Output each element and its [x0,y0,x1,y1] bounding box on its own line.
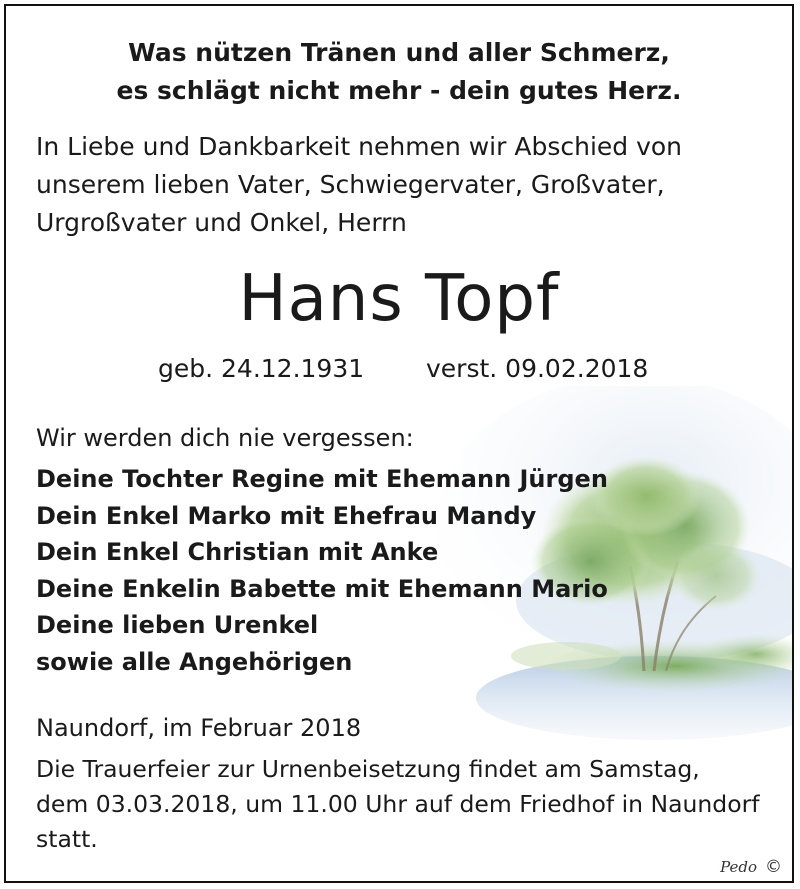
service-line-3: statt. [36,825,98,853]
obituary-card [4,4,794,883]
mourners-list [36,461,776,680]
mourner-line: Deine Enkelin Babette mit Ehemann Mario [36,574,608,603]
signature [720,857,782,877]
place-date: Naundorf, im Februar 2018 [36,714,362,742]
intro-line-1: In Liebe und Dankbarkeit nehmen wir Abschied von [36,132,683,161]
service-line-2: dem 03.03.2018, um 11.00 Uhr auf dem Friedhof in Naundorf [36,790,760,818]
signature-text: Pedo [720,858,757,876]
intro-line-2: unserem lieben Vater, Schwiegervater, Großvater, [36,170,665,199]
service-notice [36,752,776,857]
birth-date: geb. 24.12.1931 [158,354,365,383]
mourner-line: Dein Enkel Marko mit Ehefrau Mandy [36,501,537,530]
copyright-mark: © [765,857,782,877]
service-line-1: Die Trauerfeier zur Urnenbeisetzung findet am Samstag, [36,755,700,783]
deceased-name: Hans Topf [238,262,560,336]
verse-line-1: Was nützen Tränen und aller Schmerz, [128,38,670,67]
mourner-line: sowie alle Angehörigen [36,647,353,676]
mourner-line: Deine lieben Urenkel [36,611,319,639]
intro-line-3: Urgroßvater und Onkel, Herrn [36,208,407,237]
verse-line-2: es schlägt nicht mehr - dein gutes Herz. [116,76,682,105]
intro-text [36,128,776,242]
mourners-heading: Wir werden dich nie vergessen: [36,424,414,452]
death-date: verst. 09.02.2018 [426,354,649,383]
mourner-line: Deine Tochter Regine mit Ehemann Jürgen [36,465,608,493]
mourner-line: Dein Enkel Christian mit Anke [36,538,439,566]
